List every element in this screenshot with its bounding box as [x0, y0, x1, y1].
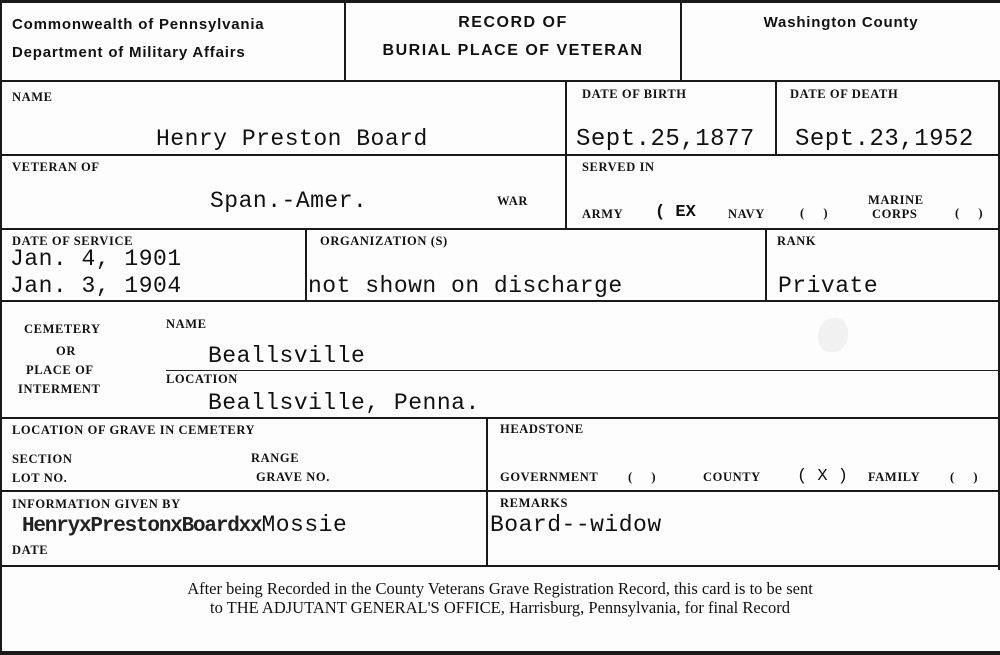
top-border [0, 0, 1000, 3]
government-label: GOVERNMENT [500, 470, 599, 484]
left-border [0, 0, 2, 655]
agency-line-1: Commonwealth of Pennsylvania [12, 16, 265, 33]
county-label: COUNTY [703, 470, 761, 484]
section-label: SECTION [12, 452, 73, 466]
agency-line-2: Department of Military Affairs [12, 44, 246, 61]
war-suffix-label: WAR [497, 194, 528, 208]
family-label: FAMILY [868, 470, 921, 484]
row3-divider-2 [765, 228, 767, 300]
grave-row-bottom-line [0, 490, 1000, 492]
death-date: Sept.23,1952 [795, 126, 974, 153]
birth-label: DATE OF BIRTH [582, 87, 687, 101]
grave-location-label: LOCATION OF GRAVE IN CEMETERY [12, 423, 256, 437]
rank-label: RANK [777, 234, 817, 248]
service-dates-label: DATE OF SERVICE [12, 234, 134, 248]
header-divider-2 [680, 0, 682, 80]
form-title-line-1: RECORD OF [458, 14, 568, 31]
struck-out-text: HenryxPrestonxBoardxx [22, 515, 262, 538]
navy-checkbox[interactable]: ( ) [800, 206, 829, 220]
footer-instructions-line-1: After being Recorded in the County Veterans Grave Registration Record, this card is to be sent [187, 579, 813, 598]
cemetery-name-underline [166, 370, 1000, 371]
cemetery-bottom-line [0, 417, 1000, 419]
remarks-label: REMARKS [500, 496, 569, 510]
info-row-bottom-line [0, 565, 1000, 567]
marine-label-line-2: CORPS [872, 207, 918, 221]
marine-checkbox[interactable]: ( ) [955, 206, 984, 220]
header-bottom-line [0, 80, 1000, 82]
row3-divider-1 [305, 228, 307, 300]
row2-bottom-line [0, 228, 1000, 230]
cemetery-side-label-3: PLACE OF [26, 363, 94, 377]
service-start-date: Jan. 4, 1901 [10, 246, 182, 272]
cemetery-name-label: NAME [166, 317, 207, 331]
birth-date: Sept.25,1877 [576, 126, 755, 153]
army-label: ARMY [582, 207, 624, 221]
county-checkbox-marked[interactable]: ( X ) [797, 467, 849, 486]
row2-divider [565, 155, 567, 228]
form-title-line-2: BURIAL PLACE OF VETERAN [382, 42, 644, 59]
cemetery-side-label-2: OR [56, 344, 76, 358]
family-checkbox[interactable]: ( ) [950, 470, 979, 484]
war-name: Span.-Amer. [210, 188, 368, 214]
cemetery-side-label-1: CEMETERY [24, 322, 101, 336]
paper-stain [818, 318, 848, 352]
headstone-label: HEADSTONE [500, 422, 584, 436]
info-row-divider [486, 490, 488, 565]
information-label: INFORMATION GIVEN BY [12, 497, 181, 511]
remarks-value: Board--widow [490, 512, 662, 538]
rank-value: Private [778, 273, 879, 299]
veteran-name: Henry Preston Board [156, 126, 428, 152]
organization-label: ORGANIZATION (S) [320, 234, 448, 248]
lot-label: LOT NO. [12, 471, 68, 485]
row1-divider-2 [775, 80, 777, 155]
marine-label-line-1: MARINE [868, 193, 924, 207]
cemetery-name: Beallsville [208, 343, 366, 369]
name-label: NAME [12, 90, 53, 104]
cemetery-side-label-4: INTERMENT [18, 382, 101, 396]
navy-label: NAVY [728, 207, 765, 221]
bottom-border [0, 651, 1000, 655]
row3-bottom-line [0, 300, 1000, 302]
veteran-of-label: VETERAN OF [12, 160, 100, 174]
footer-instructions-line-2: to THE ADJUTANT GENERAL'S OFFICE, Harrisburg, Pennsylvania, for final Record [209, 598, 790, 617]
organization-value: not shown on discharge [308, 273, 623, 299]
cemetery-location-label: LOCATION [166, 372, 238, 386]
date-label: DATE [12, 543, 49, 557]
death-label: DATE OF DEATH [790, 87, 899, 101]
grave-number-label: GRAVE NO. [256, 470, 330, 484]
header-divider-1 [344, 0, 346, 80]
army-checkbox-marked[interactable]: ( EX [655, 203, 696, 222]
range-label: RANGE [251, 451, 300, 465]
served-in-label: SERVED IN [582, 160, 655, 174]
row1-bottom-line [0, 154, 1000, 156]
informant-name: Mossie [261, 512, 348, 538]
grave-row-divider [486, 418, 488, 490]
information-value [22, 512, 347, 538]
row1-divider-1 [565, 80, 567, 155]
service-end-date: Jan. 3, 1904 [10, 273, 182, 299]
cemetery-location: Beallsville, Penna. [208, 390, 480, 416]
county-name: Washington County [763, 14, 919, 31]
government-checkbox[interactable]: ( ) [628, 470, 657, 484]
